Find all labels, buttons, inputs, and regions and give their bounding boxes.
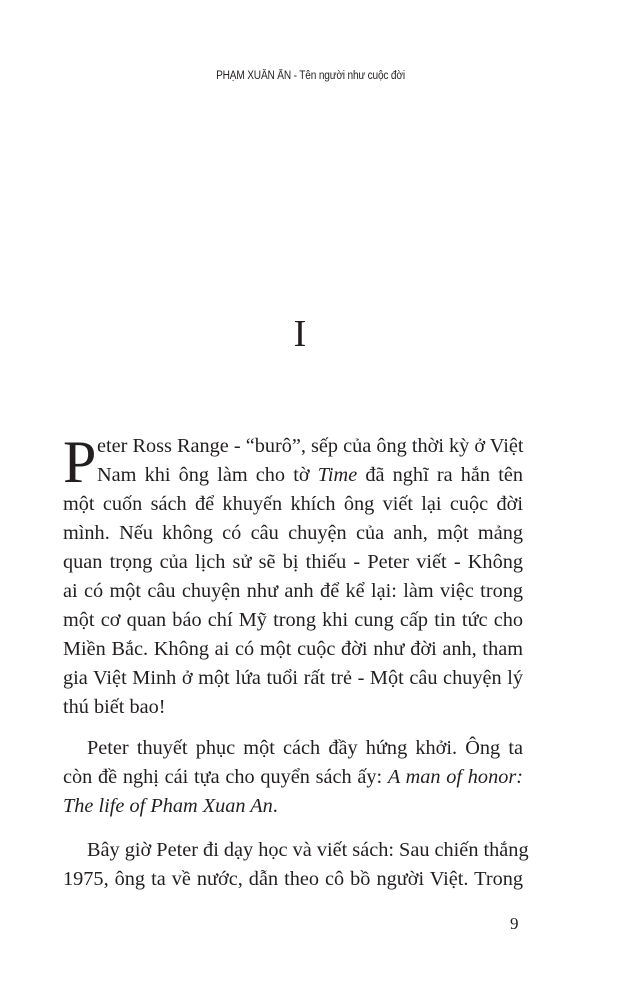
italic-title: Time	[317, 464, 358, 486]
text-line: Bây giờ Peter đi dạy học và viết sách: Sau chiến thắng	[87, 839, 529, 861]
text-line: gia Việt Minh ở một lứa tuổi rất trẻ - Một câu chuyện lý	[63, 667, 523, 689]
text-line: một cuốn sách để khuyến khích ông viết lại cuộc đời	[63, 493, 523, 515]
text-span: còn đề nghị cái tựa cho quyển sách ấy:	[63, 766, 388, 788]
text-line: thú biết bao!	[63, 696, 166, 718]
text-line: quan trọng của lịch sử sẽ bị thiếu - Peter viết - Không	[63, 551, 523, 573]
text-line: Miền Bắc. Không ai có một cuộc đời như đời anh, tham	[63, 638, 523, 660]
text-line: eter Ross Range - “burô”, sếp của ông thời kỳ ở Việt	[97, 435, 524, 457]
text-line: 1975, ông ta về nước, dẫn theo cô bồ người Việt. Trong	[63, 868, 523, 890]
paragraph-3	[63, 836, 529, 894]
italic-title: A man of honor:	[387, 766, 524, 788]
text-span: Nam khi ông làm cho tờ	[97, 464, 318, 486]
paragraph-1	[63, 429, 524, 722]
italic-title: The life of Pham Xuan An	[63, 795, 273, 817]
text-line: Peter thuyết phục một cách đầy hứng khởi. Ông ta	[87, 737, 523, 759]
paragraph-2	[63, 734, 523, 821]
text-line: ai có một câu chuyện như anh để kể lại: làm việc trong	[63, 580, 523, 602]
text-line	[63, 792, 523, 821]
text-line: mình. Nếu không có câu chuyện của anh, một mảng	[63, 522, 523, 544]
text-span: đã nghĩ ra hắn tên	[357, 464, 523, 486]
chapter-number: I	[293, 313, 307, 355]
text-line	[63, 763, 523, 792]
text-line: một cơ quan báo chí Mỹ trong khi cung cấp tin tức cho	[63, 609, 523, 631]
text-line	[63, 461, 523, 490]
text-span: .	[272, 795, 278, 817]
running-header: PHẠM XUÂN ẨN - Tên người như cuộc đời	[216, 70, 405, 82]
drop-cap: P	[63, 429, 97, 495]
page-number: 9	[510, 914, 519, 933]
